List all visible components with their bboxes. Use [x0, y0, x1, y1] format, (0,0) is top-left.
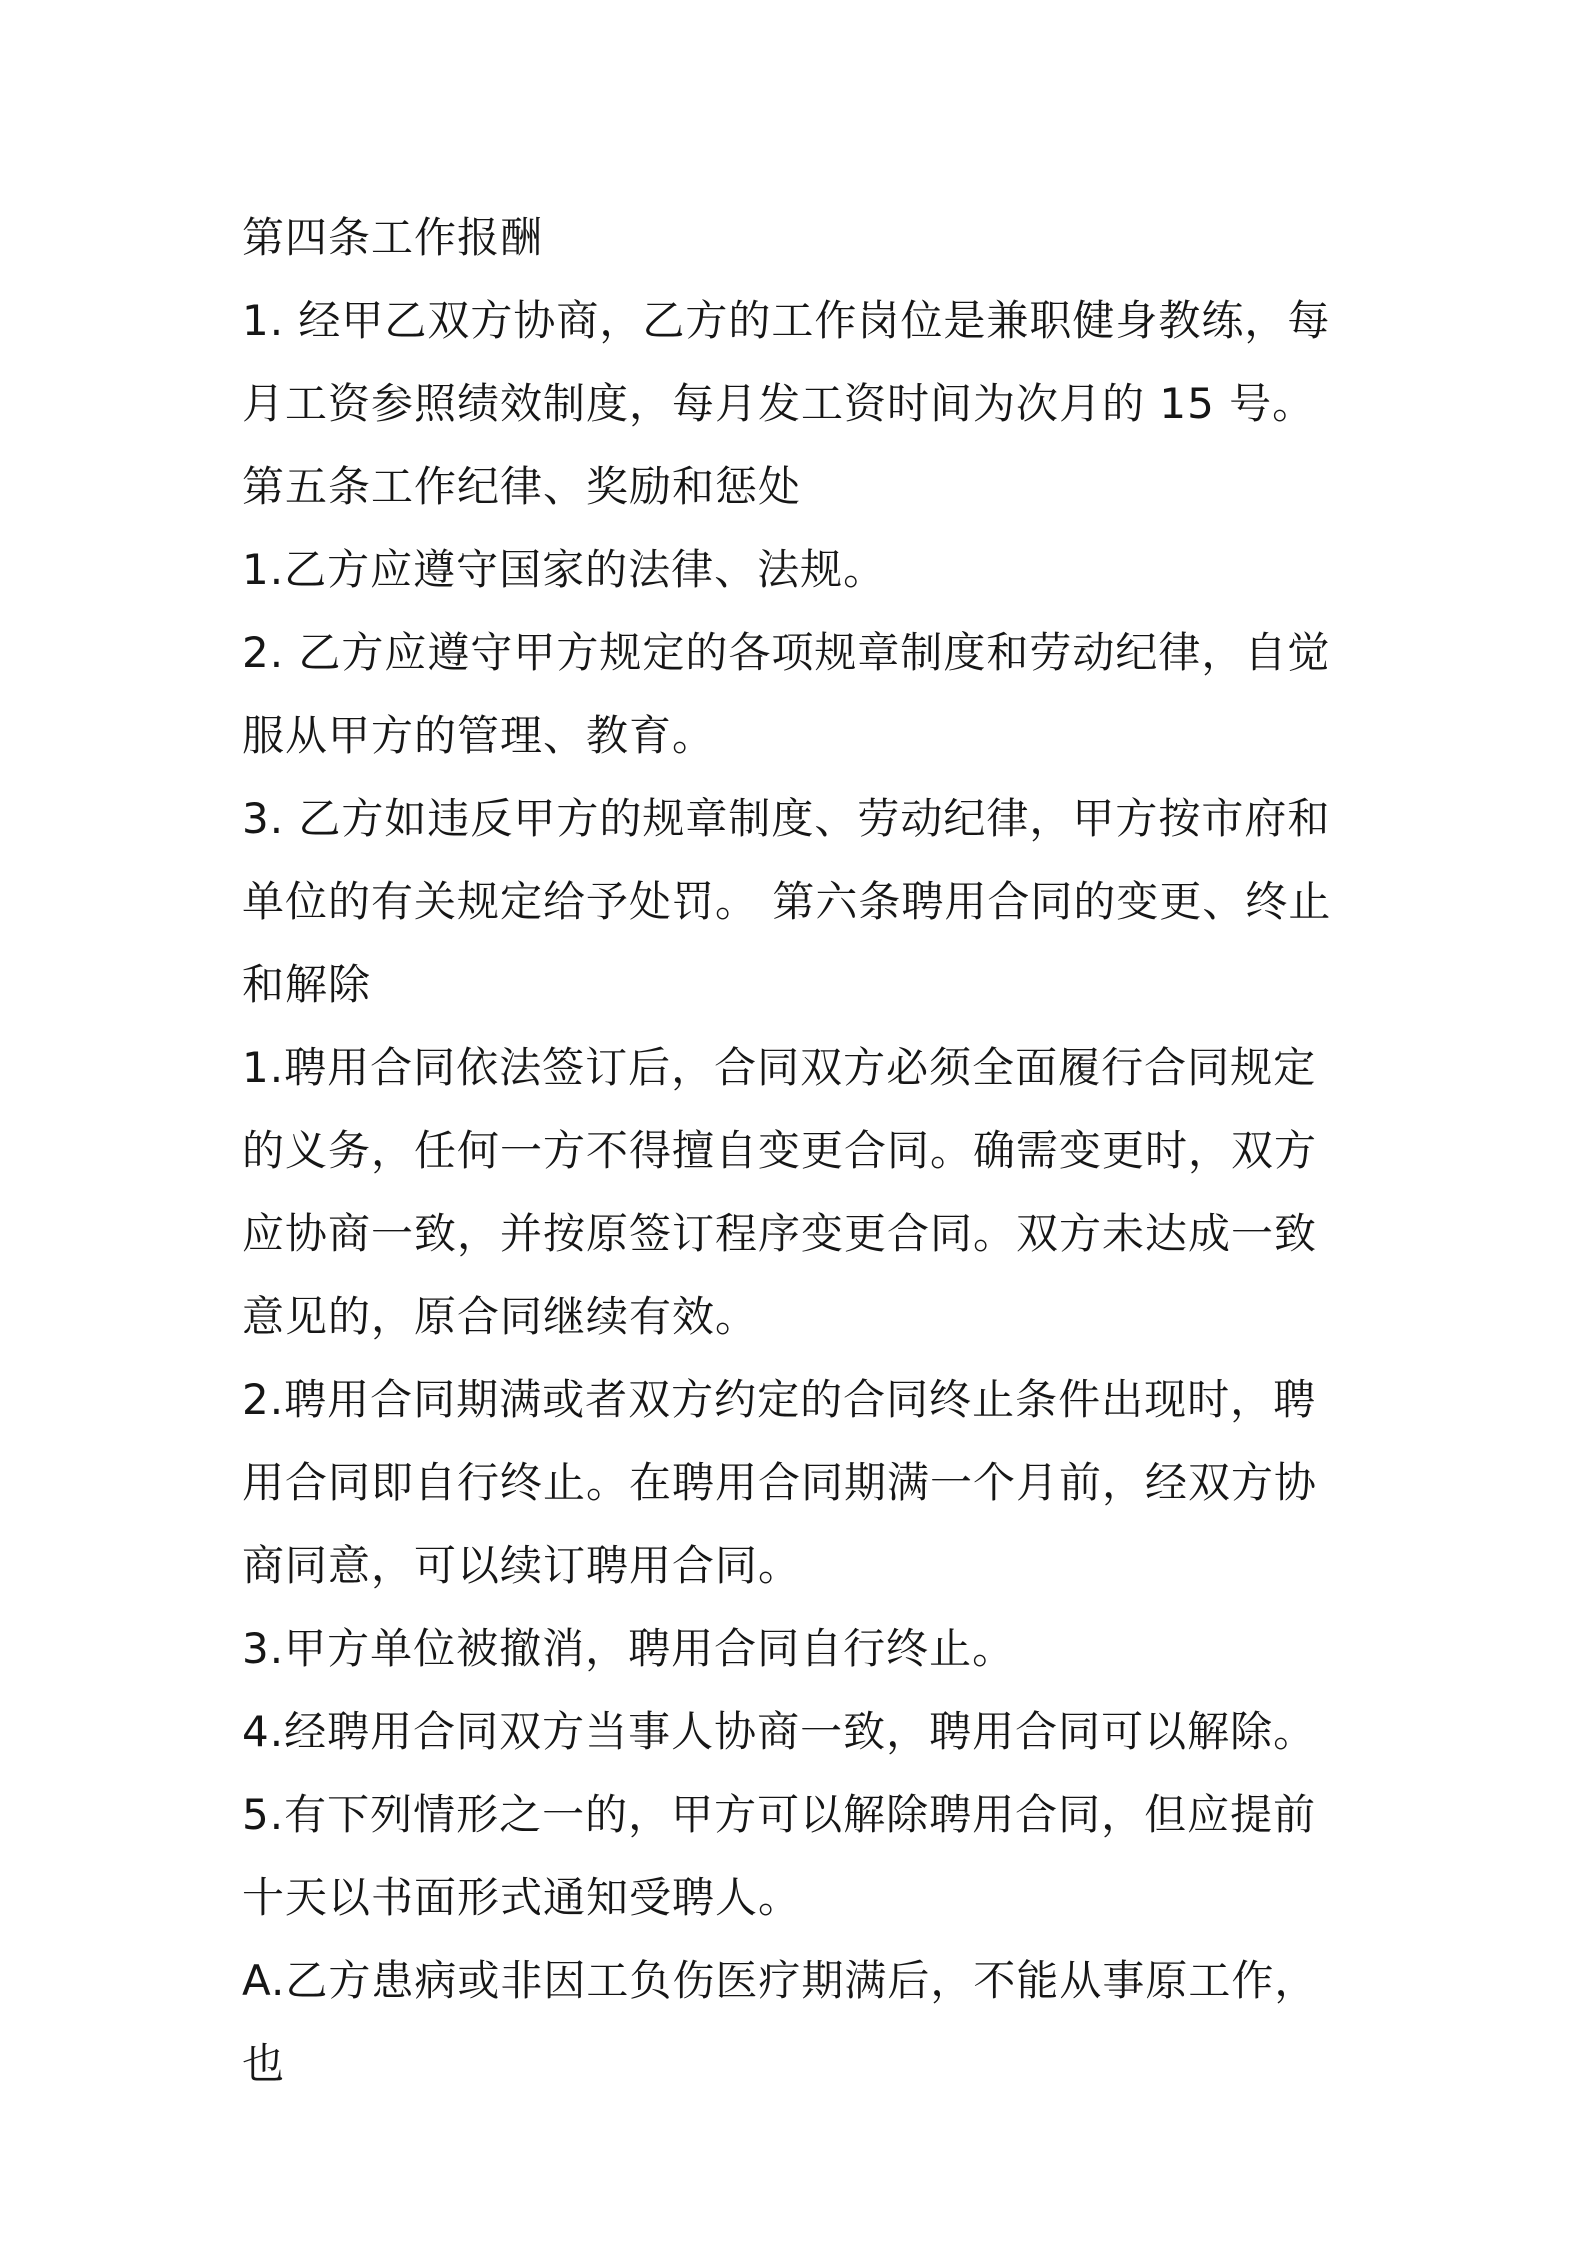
paragraph-6-3: 3.甲方单位被撤消，聘用合同自行终止。 — [242, 1624, 1016, 1673]
paragraph-6-5: 5.有下列情形之一的，甲方可以解除聘用合同，但应提前十天以书面形式通知受聘人。 — [242, 1790, 1317, 1922]
paragraph-6-5-a: A.乙方患病或非因工负伤医疗期满后，不能从事原工作，也 — [242, 1956, 1318, 2088]
paragraph-5-2: 2. 乙方应遵守甲方规定的各项规章制度和劳动纪律，自觉服从甲方的管理、教育。 — [242, 628, 1331, 760]
paragraph-6-4: 4.经聘用合同双方当事人协商一致，聘用合同可以解除。 — [242, 1707, 1317, 1756]
section-heading-5: 第五条工作纪律、奖励和惩处 — [242, 462, 802, 511]
paragraph-6-1: 1.聘用合同依法签订后，合同双方必须全面履行合同规定的义务，任何一方不得擅自变更合同。确需变更时，双方应协商一致，并按原签订程序变更合同。双方未达成一致意见的，原合同继续有效。 — [242, 1043, 1318, 1341]
paragraph-6-2: 2.聘用合同期满或者双方约定的合同终止条件出现时，聘用合同即自行终止。在聘用合同期满一个月前，经双方协商同意，可以续订聘用合同。 — [242, 1375, 1318, 1590]
paragraph-5-1: 1.乙方应遵守国家的法律、法规。 — [242, 545, 887, 594]
paragraph-4-1: 1. 经甲乙双方协商，乙方的工作岗位是兼职健身教练，每月工资参照绩效制度，每月发工资时间为次月的 15 号。 — [242, 296, 1331, 428]
paragraph-5-3: 3. 乙方如违反甲方的规章制度、劳动纪律，甲方按市府和单位的有关规定给予处罚。 第六条聘用合同的变更、终止和解除 — [242, 794, 1332, 1009]
section-heading-4: 第四条工作报酬 — [242, 213, 544, 262]
document-body — [242, 196, 1357, 2105]
